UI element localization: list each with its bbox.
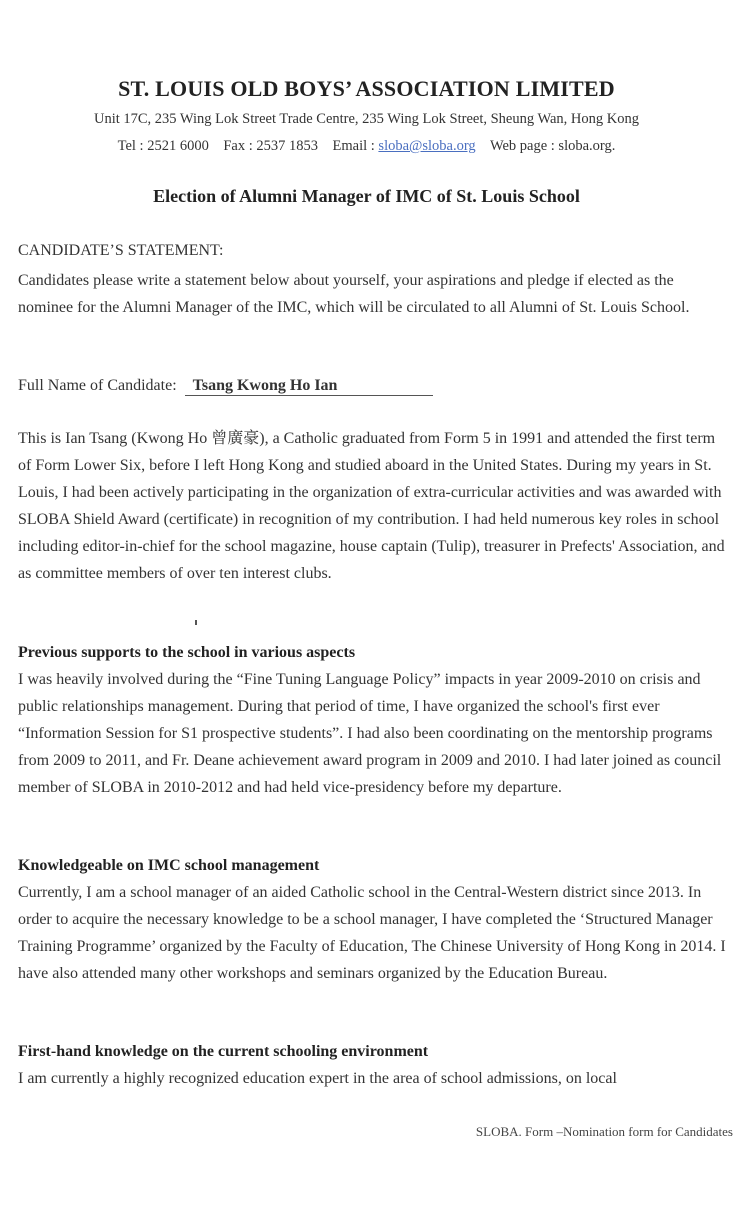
email-label: Email :: [332, 138, 379, 154]
section-body-previous-supports: I was heavily involved during the “Fine Tuning Language Policy” impacts in year 2009-2010 on crisis and public relationships management. During that period of time, I have organized the school's first ever “Information Session for S1 prospective students”. I had also been coordinating on the mentorship programs from 2009 to 2011, and Fr. Deane achievement award program in 2009 and 2010. I had later joined as council member of SLOBA in 2010-2012 and had held vice-presidency before my departure.: [18, 671, 722, 796]
full-name-label: Full Name of Candidate:: [18, 377, 177, 394]
intro-paragraph: This is Ian Tsang (Kwong Ho 曾廣豪), a Catholic graduated from Form 5 in 1991 and attended the first term of Form Lower Six, before I left Hong Kong and studied aboard in the United States. During my years in St. Louis, I had been actively participating in the organization of extra-curricular activities and was awarded with SLOBA Shield Award (certificate) in recognition of my contribution. I had held numerous key roles in school including editor-in-chief for the school magazine, house captain (Tulip), treasurer in Prefects' Association, and as committee members of over ten interest clubs.: [18, 430, 725, 582]
contact-line: [0, 138, 733, 155]
section-heading-previous-supports: Previous supports to the school in various aspects: [18, 644, 356, 661]
statement-heading: CANDIDATE’S STATEMENT:: [18, 242, 224, 259]
full-name-row: [18, 377, 433, 396]
statement-instructions: Candidates please write a statement below about yourself, your aspirations and pledge if elected as the nominee for the Alumni Manager of the IMC, which will be circulated to all Alumni of St. Louis School.: [18, 272, 690, 316]
full-name-value: Tsang Kwong Ho Ian: [185, 377, 433, 396]
section-heading-schooling-environment: First-hand knowledge on the current schooling environment: [18, 1043, 429, 1060]
fax: Fax : 2537 1853: [223, 138, 318, 154]
election-title: Election of Alumni Manager of IMC of St. Louis School: [153, 186, 580, 206]
section-body-imc-management: Currently, I am a school manager of an aided Catholic school in the Central-Western district since 2013. In order to acquire the necessary knowledge to be a school manager, I have completed the ‘Structured Manager Training Programme’ organized by the Faculty of Education, The Chinese University of Hong Kong in 2014. I have also attended many other workshops and seminars organized by the Education Bureau.: [18, 884, 726, 982]
organization-title: ST. LOUIS OLD BOYS’ ASSOCIATION LIMITED: [118, 76, 615, 101]
email-link[interactable]: sloba@sloba.org: [378, 138, 476, 154]
organization-address: Unit 17C, 235 Wing Lok Street Trade Centre, 235 Wing Lok Street, Sheung Wan, Hong Kong: [93, 111, 639, 127]
section-heading-imc-management: Knowledgeable on IMC school management: [18, 857, 320, 874]
stray-mark: [195, 620, 197, 625]
section-body-schooling-environment: I am currently a highly recognized education expert in the area of school admissions, on local: [18, 1070, 617, 1087]
page-footer: SLOBA. Form –Nomination form for Candidates: [475, 1124, 733, 1139]
telephone: Tel : 2521 6000: [117, 138, 209, 154]
web-page: Web page : sloba.org.: [489, 138, 616, 154]
